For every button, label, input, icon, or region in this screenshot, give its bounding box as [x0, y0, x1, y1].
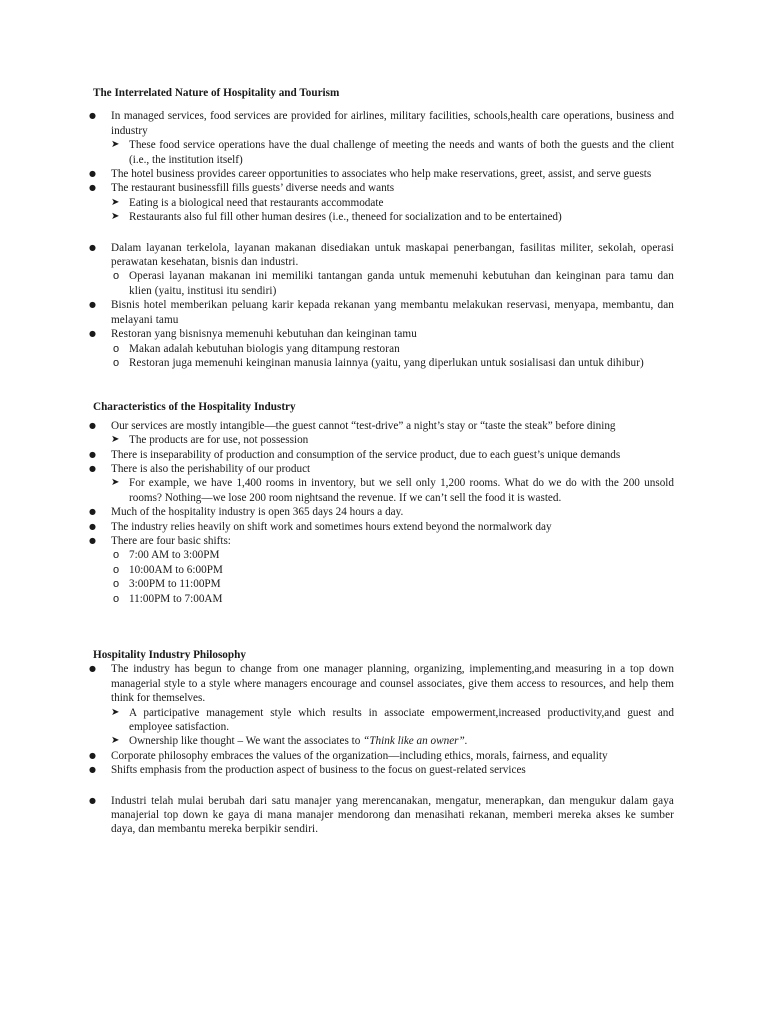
list-item — [93, 662, 674, 748]
owner-quote: “Think like an owner”. — [363, 735, 468, 748]
list-item — [93, 419, 674, 448]
sub-list — [111, 433, 674, 447]
sub-list — [111, 476, 674, 505]
sub-list-item: ➤ Restaurants also ful fill other human desires (i.e., theneed for socialization and to be entertained) — [111, 210, 674, 224]
list-item-text: The restaurant businessfill fills guests’ diverse needs and wants — [111, 182, 395, 195]
sub-list-item: ➤ These food service operations have the dual challenge of meeting the needs and wants of both the guests and the client (i.e., the institution itself) — [111, 138, 674, 167]
list-item-text: Industri telah mulai berubah dari satu manajer yang merencanakan, mengatur, menerapkan, dan mengukur dalam gaya manajerial top down ke gaya di mana manajer mendorong dan menasihati rekanan, memberi mereka akses ke sumber daya, dan membantu mereka berpikir sendiri. — [111, 794, 674, 836]
list-item-text: Dalam layanan terkelola, layanan makanan disediakan untuk maskapai penerbangan, fasilitas militer, sekolah, operasi perawatan kesehatan, bisnis dan industri. — [111, 241, 674, 269]
shift-item: o 3:00PM to 11:00PM — [111, 577, 674, 591]
sub-list-item: o Makan adalah kebutuhan biologis yang ditampung restoran — [111, 342, 674, 356]
list-item — [93, 520, 674, 534]
list-item — [93, 167, 674, 181]
sub-list-item: ➤ A participative management style which results in associate empowerment,increased productivity,and guest and employee satisfaction. — [111, 706, 674, 735]
shift-item: o 11:00PM to 7:00AM — [111, 592, 674, 606]
list-item-text: There are four basic shifts: — [111, 534, 231, 547]
sub-list — [111, 269, 674, 298]
shift-list — [111, 548, 674, 606]
list-item-text: The industry has begun to change from one manager planning, organizing, implementing,and measuring in a top down managerial style to a style where managers encourage and counsel associates, give them access to resources, and help them think for themselves. — [111, 663, 674, 705]
sub-list-item-text: Ownership like thought – We want the associates to — [129, 735, 361, 748]
list-item — [93, 462, 674, 505]
section-title-characteristics: Characteristics of the Hospitality Industry — [93, 401, 296, 414]
list-item — [93, 241, 674, 299]
section3-indonesian-list — [93, 794, 674, 837]
sub-list-item: o Restoran juga memenuhi keinginan manusia lainnya (yaitu, yang diperlukan untuk sosialisasi dan untuk dihibur) — [111, 356, 674, 370]
sub-list-item: o Operasi layanan makanan ini memiliki tantangan ganda untuk memenuhi kebutuhan dan keinginan para tamu dan klien (yaitu, institusi itu sendiri) — [111, 269, 674, 298]
shift-item: o 7:00 AM to 3:00PM — [111, 548, 674, 562]
list-item-text: Corporate philosophy embraces the values of the organization—including ethics, morals, fairness, and equality — [111, 749, 608, 762]
section1-list — [93, 109, 674, 224]
list-item — [93, 448, 674, 462]
sub-list-item: ➤ The products are for use, not possession — [111, 433, 674, 447]
list-item — [93, 298, 674, 327]
list-item — [93, 505, 674, 519]
list-item-text: Restoran yang bisnisnya memenuhi kebutuhan dan keinginan tamu — [111, 328, 417, 341]
list-item-text: Our services are mostly intangible—the guest cannot “test-drive” a night’s stay or “taste the steak” before dining — [111, 419, 616, 432]
sub-list — [111, 706, 674, 749]
sub-list-item — [111, 734, 674, 748]
list-item-text: Shifts emphasis from the production aspect of business to the focus on guest-related services — [111, 764, 526, 777]
sub-list — [111, 138, 674, 167]
section2-list — [93, 419, 674, 606]
document-content — [93, 86, 674, 837]
list-item-text: Much of the hospitality industry is open 365 days 24 hours a day. — [111, 506, 404, 519]
sub-list — [111, 196, 674, 225]
list-item — [93, 763, 674, 777]
list-item-text: The hotel business provides career opportunities to associates who help make reservations, greet, assist, and serve guests — [111, 168, 652, 181]
list-item-text: In managed services, food services are provided for airlines, military facilities, schools,health care operations, business and industry — [111, 110, 674, 137]
list-item — [93, 181, 674, 224]
list-item — [93, 749, 674, 763]
list-item-text: Bisnis hotel memberikan peluang karir kepada rekanan yang membantu melakukan reservasi, menyapa, membantu, dan melayani tamu — [111, 299, 674, 326]
section-title-philosophy: Hospitality Industry Philosophy — [93, 649, 246, 661]
sub-list-item: ➤ Eating is a biological need that restaurants accommodate — [111, 196, 674, 210]
section1-indonesian-list — [93, 241, 674, 371]
sub-list-item: ➤ For example, we have 1,400 rooms in inventory, but we sell only 1,200 rooms. What do we do with the 200 unsold rooms? Nothing—we lose 200 room nightsand the revenue. If we can’t sell the food it is wasted. — [111, 476, 674, 505]
list-item — [93, 109, 674, 167]
section3-list — [93, 662, 674, 777]
sub-list — [111, 342, 674, 371]
list-item-text: The industry relies heavily on shift work and sometimes hours extend beyond the normalwork day — [111, 520, 552, 533]
section-title-interrelated: The Interrelated Nature of Hospitality and Tourism — [93, 87, 340, 99]
list-item — [93, 534, 674, 606]
list-item — [93, 327, 674, 370]
list-item-text: There is inseparability of production and consumption of the service product, due to each guest’s unique demands — [111, 448, 621, 461]
list-item-text: There is also the perishability of our product — [111, 462, 311, 475]
shift-item: o 10:00AM to 6:00PM — [111, 563, 674, 577]
list-item — [93, 794, 674, 837]
